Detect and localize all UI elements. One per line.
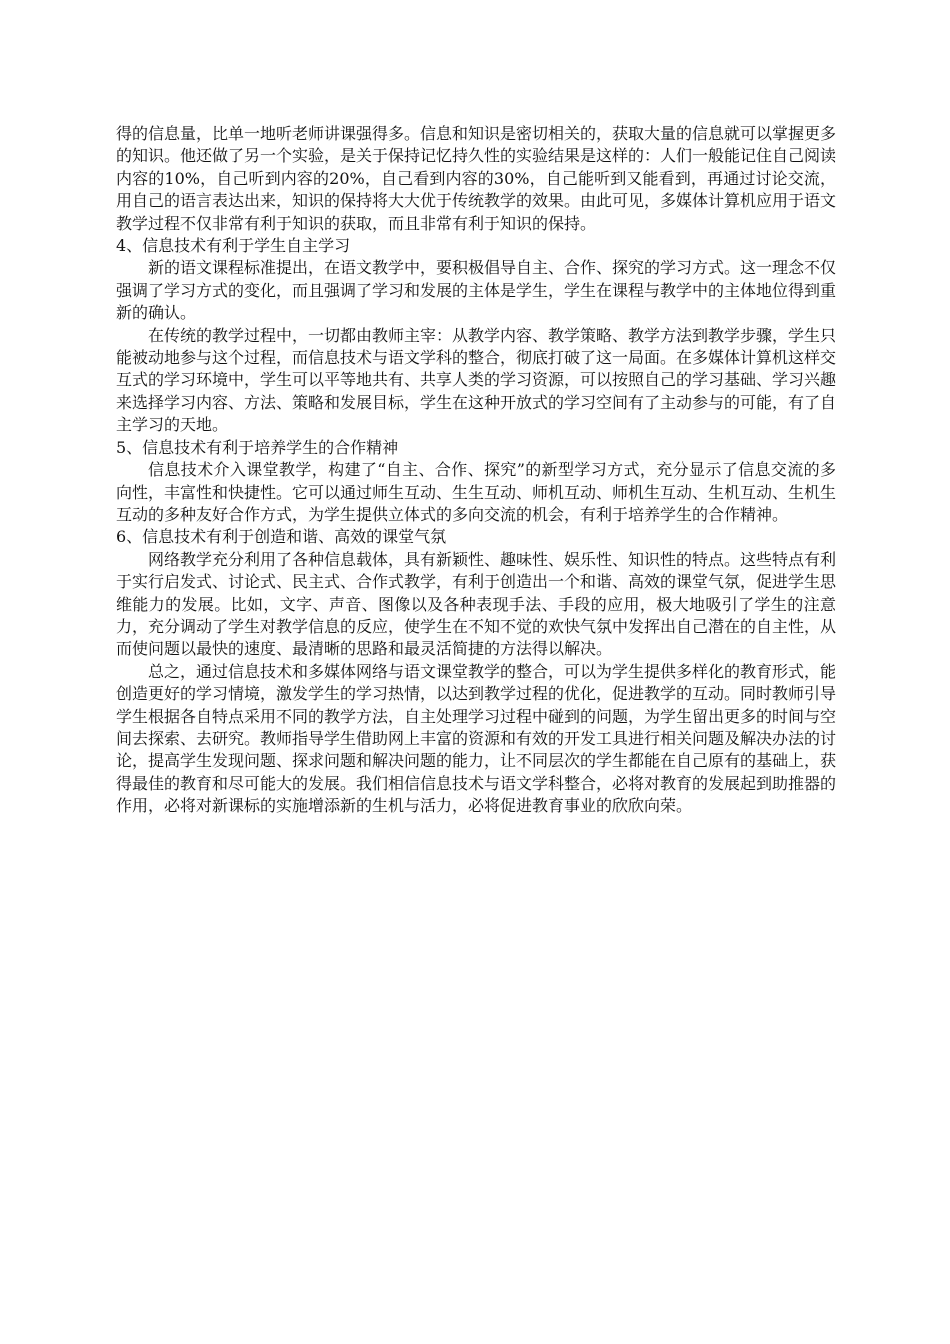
section-heading-6: 6、信息技术有利于创造和谐、高效的课堂气氛 [116, 527, 447, 547]
paragraph: 在传统的教学过程中，一切都由教师主宰：从教学内容、教学策略、教学方法到教学步骤，学生只能被动地参与这个过程，而信息技术与语文学科的整合，彻底打破了这一局面。在多媒体计算机这样交互式的学习环境中，学生可以平等地共有、共享人类的学习资源，可以按照自己的学习基础、学习兴趣来选择学习内容、方法、策略和发展目标，学生在这种开放式的学习空间有了主动参与的可能，有了自主学习的天地。 [116, 325, 837, 435]
paragraph: 新的语文课程标准提出，在语文教学中，要积极倡导自主、合作、探究的学习方式。这一理念不仅强调了学习方式的变化，而且强调了学习和发展的主体是学生，学生在课程与教学中的主体地位得到重新的确认。 [116, 258, 837, 323]
paragraph: 信息技术介入课堂教学，构建了“自主、合作、探究”的新型学习方式，充分显示了信息交流的多向性，丰富性和快捷性。它可以通过师生互动、生生互动、师机互动、师机生互动、生机互动、生机生互动的多种友好合作方式，为学生提供立体式的多向交流的机会，有利于培养学生的合作精神。 [116, 460, 837, 524]
document-body [116, 123, 836, 818]
paragraph: 网络教学充分利用了各种信息载体，具有新颖性、趣味性、娱乐性、知识性的特点。这些特点有利于实行启发式、讨论式、民主式、合作式教学，有利于创造出一个和谐、高效的课堂气氛，促进学生思维能力的发展。比如，文字、声音、图像以及各种表现手法、手段的应用，极大地吸引了学生的注意力，充分调动了学生对教学信息的反应，使学生在不知不觉的欢快气氛中发挥出自己潜在的自主性，从而使问题以最快的速度、最清晰的思路和最灵活简捷的方法得以解决。 [116, 549, 837, 659]
section-heading-4: 4、信息技术有利于学生自主学习 [116, 236, 351, 256]
paragraph-conclusion: 总之，通过信息技术和多媒体网络与语文课堂教学的整合，可以为学生提供多样化的教育形式，能创造更好的学习情境，激发学生的学习热情，以达到教学过程的优化，促进教学的互动。同时教师引导学生根据各自特点采用不同的教学方法，自主处理学习过程中碰到的问题，为学生留出更多的时间与空间去探索、去研究。教师指导学生借助网上丰富的资源和有效的开发工具进行相关问题及解决办法的讨论，提高学生发现问题、探求问题和解决问题的能力，让不同层次的学生都能在自己原有的基础上，获得最佳的教育和尽可能大的发展。我们相信信息技术与语文学科整合，必将对教育的发展起到助推器的作用，必将对新课标的实施增添新的生机与活力，必将促进教育事业的欣欣向荣。 [116, 661, 837, 816]
paragraph-continuation: 得的信息量，比单一地听老师讲课强得多。信息和知识是密切相关的，获取大量的信息就可以掌握更多的知识。他还做了另一个实验，是关于保持记忆持久性的实验结果是这样的：人们一般能记住自己阅读内容的10%，自己听到内容的20%，自己看到内容的30%，自己能听到又能看到，再通过讨论交流，用自己的语言表达出来，知识的保持将大大优于传统教学的效果。由此可见，多媒体计算机应用于语文教学过程不仅非常有利于知识的获取，而且非常有利于知识的保持。 [116, 124, 837, 233]
section-heading-5: 5、信息技术有利于培养学生的合作精神 [116, 437, 399, 457]
